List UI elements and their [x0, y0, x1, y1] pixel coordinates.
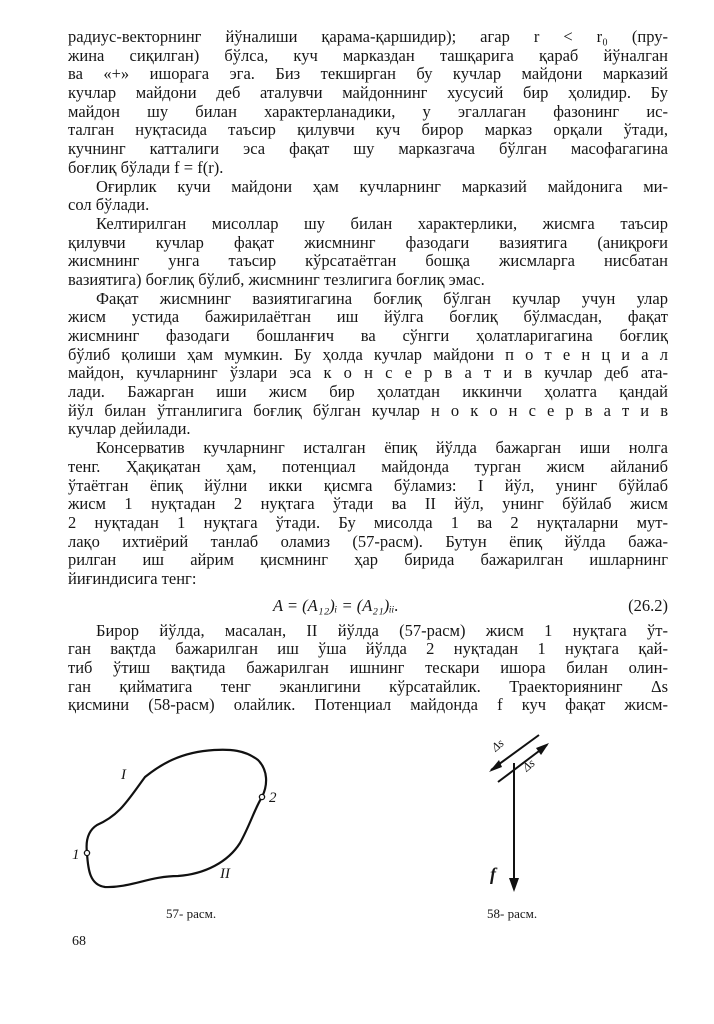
text-line: тенг. Ҳақиқатан ҳам, потенциал майдонда турган жисм айланиб [68, 457, 668, 476]
text-line: тиб ўтиш вақтида бажарилган ишнинг тескари ишора билан олин- [68, 659, 668, 677]
text-line: жисм устида бажирилаётган иш йўлга боғлиқ бўлмасдан, фақат [68, 308, 668, 327]
text-line: қилувчи кучлар фақат жисмнинг фазодаги вазиятига (аниқроғи [68, 233, 668, 252]
text-line: йўл билан ўтганлигига боғлиқ бўлган кучлар н о к о н с е р в а т и в [68, 401, 668, 420]
text-line: ва «+» ишорага эга. Биз текширган бу кучлар майдони марказий [68, 65, 668, 84]
text-line: лади. Бажарган иши жисм бир ҳолатдан иккинчи ҳолатга қандай [68, 383, 668, 402]
text-line: талган нуқтасида таъсир қилувчи куч бирор марказ орқали ўтади, [68, 121, 668, 140]
text-line: ўтаётган ёпиқ йўлни икки қисмга бўламиз: I йўл, унинг бўйлаб [68, 476, 668, 495]
page-number: 68 [72, 934, 86, 949]
figure-57-closed-path [84, 750, 266, 887]
text-line: вазиятига) боғлиқ бўлиб, жисмнинг тезлигига боғлиқ эмас. [68, 270, 485, 289]
force-arrowhead-icon [509, 878, 519, 892]
fig58-label-ds-1: Δs [488, 735, 507, 755]
text-line: Оғирлик кучи майдони ҳам кучларнинг марказий майдонига ми- [96, 177, 668, 196]
text-line: кучнинг катталиги эса фақат шу марказгача бўлган масофагагина [68, 140, 668, 159]
text-line: қисмини (58-расм) олайлик. Потенциал майдонда f куч фақат жисм- [68, 696, 668, 715]
text-line: Фақат жисмнинг вазиятигагина боғлиқ бўлган кучлар учун улар [96, 289, 668, 308]
text-line: лақо ихтиёрий танлаб оламиз (57-расм). Бутун ёпиқ йўлда бажа- [68, 532, 668, 551]
text-line: жисм 1 нуқтадан 2 нуқтага ўтади ва II йўл, унинг бўйлаб жисм [68, 495, 668, 514]
fig58-label-ds-2: Δs [519, 755, 538, 775]
text-line: боғлиқ бўлади f = f(r). [68, 158, 224, 177]
text-line: жина сиқилган) бўлса, куч марказдан ташқарига қараб йўналган [68, 46, 668, 65]
text-line: йиғиндисига тенг: [68, 569, 197, 588]
fig58-label-force: f [490, 864, 496, 884]
text-line: сол бўлади. [68, 196, 150, 215]
text-line: Консерватив кучларнинг исталган ёпиқ йўлда бажарган иши нолга [96, 439, 668, 458]
text-line: майдон, кучларнинг ўзлари эса к о н с е р в а т и в кучлар деб ата- [68, 364, 668, 383]
text-line: радиус-векторнинг йўналиши қарама-қаршидир); агар r < r₀ (пру- [68, 28, 668, 46]
figure-57-caption: 57- расм. [166, 906, 217, 921]
text-line: жисмнинг унга таъсир кўрсатаётган бошқа жисмларга нисбатан [68, 252, 668, 271]
fig57-label-path-1: I [121, 767, 126, 783]
figure-58-force-diagram [489, 735, 549, 892]
closed-loop-curve [87, 750, 267, 887]
fig57-label-point-2: 2 [269, 790, 277, 806]
point-1-marker [84, 850, 89, 855]
text-line: ган вақтда бажарилган иш ўша йўлда 2 нуқтадан 1 нуқтага қай- [68, 640, 668, 659]
figure-58-caption: 58- расм. [487, 906, 538, 921]
text-line: рилган иш айрим қисмнинг ҳар бирида бажарилган ишларнинг [68, 551, 668, 570]
text-line: жисмнинг фазодаги бошланғич ва сўнгги ҳолатларигагина боғлиқ [68, 327, 668, 345]
fig57-label-point-1: 1 [72, 847, 80, 863]
text-line: майдон шу билан характерланадики, у эгаллаган фазонинг ис- [68, 102, 668, 121]
text-line: ган қийматига тенг эканлигини кўрсатайлик. Траекториянинг Δs [68, 677, 668, 696]
text-line: бўлиб қолиши ҳам мумкин. Бу ҳолда кучлар майдони п о т е н ц и а л [68, 345, 668, 364]
text-line: кучлар дейилади. [68, 420, 191, 439]
ds-forward-arrowhead-icon [536, 743, 549, 755]
text-line: Келтирилган мисоллар шу билан характерлики, жисмга таъсир [96, 214, 668, 233]
equation-expression: A = (A₁₂)ᵢ = (A₂₁)ᵢᵢ. [273, 595, 399, 615]
ds-back-arrowhead-icon [489, 760, 502, 772]
fig57-label-path-2: II [220, 866, 230, 882]
text-line: 2 нуқтадан 1 нуқтага ўтади. Бу мисолда 1 ва 2 нуқталарни мут- [68, 513, 668, 532]
point-2-marker [259, 794, 264, 799]
text-line: кучлар майдони деб аталувчи майдоннинг хусусий бир ҳолидир. Бу [68, 84, 668, 103]
equation-number: (26.2) [628, 595, 668, 615]
text-line: Бирор йўлда, масалан, II йўлда (57-расм) жисм 1 нуқтага ўт- [96, 621, 668, 640]
